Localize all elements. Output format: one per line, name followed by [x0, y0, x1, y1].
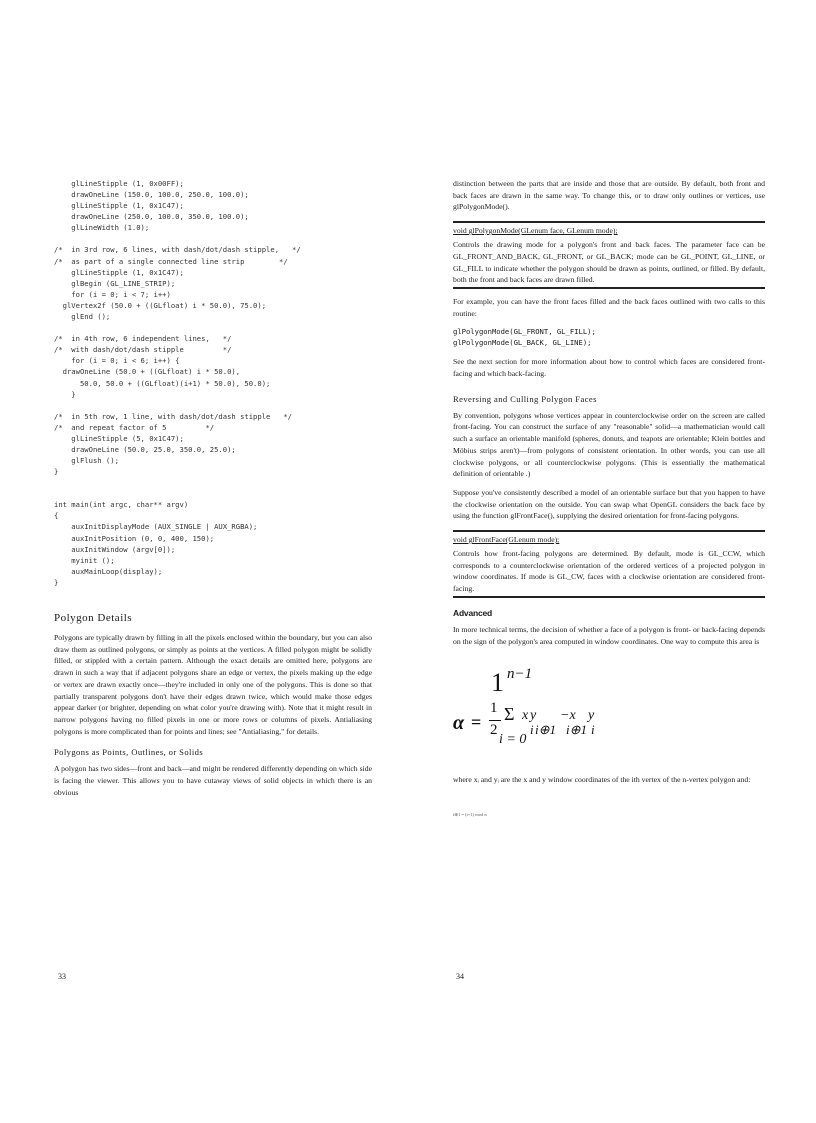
eq-x: x — [522, 708, 529, 724]
eq-y: y — [530, 708, 537, 724]
eq-fraction-bar — [489, 720, 501, 721]
page-number-right: 34 — [456, 972, 464, 981]
paragraph-two-sides: A polygon has two sides—front and back—and might be rendered differently depending on which side is facing the viewer. This allows you to have cutaway views of solid objects in which there is an obvious — [54, 764, 372, 797]
description-glFrontFace: Controls how front-facing polygons are determined. By default, mode is GL_CCW, which corresponds to a counterclockwise orientation of the ordered vertices of a projected polygon in window coordinates. If mode is GL_CW, faces with a clockwise orientation are considered front-facing. — [453, 548, 765, 598]
eq-y2: y — [588, 708, 595, 724]
code-block-main: int main(int argc, char** argv) { auxInitDisplayMode (AUX_SINGLE | AUX_RGBA); auxInitPosition (0, 0, 400, 150); auxInitWindow (argv[0]); myinit (); auxMainLoop(display); } — [54, 500, 258, 587]
eq-upper-one: 1 — [491, 668, 504, 698]
eq-sub-i-2: i — [591, 722, 595, 738]
eq-sigma: Σ — [504, 704, 515, 725]
footnote-mod-definition: i⊕1 = (i+1) mod n — [453, 811, 487, 817]
advanced-label: Advanced — [453, 607, 493, 618]
code-block-polygon-mode: glPolygonMode(GL_FRONT, GL_FILL); glPolygonMode(GL_BACK, GL_LINE); — [453, 327, 596, 348]
description-glPolygonMode: Controls the drawing mode for a polygon's front and back faces. The parameter face can be GL_FRONT_AND_BACK, GL_FRONT, or GL_BACK; mode can be GL_POINT, GL_LINE, or GL_FILL to indicate whether the polygon should be drawn as points, outlined, or filled. By default, both the front and back faces are drawn filled. — [453, 239, 765, 289]
eq-sum-lower-limit: i = 0 — [499, 732, 527, 748]
eq-sum-upper-limit: n−1 — [507, 666, 533, 683]
code-block-fourth-row: /* in 4th row, 6 independent lines, */ /* with dash/dot/dash stipple */ for (i = 0; i < 6; i++) { drawOneLine (50.0 + ((GLfloat) i * 50.0), 50.0, 50.0 + ((GLfloat)(i+1) * 50.0), 50.0); } — [54, 334, 271, 399]
code-block-stipple-rows: glLineStipple (1, 0x00FF); drawOneLine (150.0, 100.0, 250.0, 100.0); glLineStipple (1, 0x1C47); drawOneLine (250.0, 100.0, 350.0, 100.0); glLineWidth (1.0); — [71, 179, 249, 233]
area-equation — [453, 654, 765, 774]
paragraph-front-back-distinction: distinction between the parts that are inside and those that are outside. By default, both front and back faces are drawn in the same way. To change this, or to draw only outlines or vertices, use glPolygonMode(). — [453, 179, 765, 212]
eq-alpha: α — [453, 712, 465, 735]
paragraph-convention: By convention, polygons whose vertices appear in counterclockwise order on the screen are called front-facing. You can construct the surface of any "reasonable" solid—a mathematician would call such a surface an orientable manifold (spheres, donuts, and teapots are orientable; Klein bottles and Möbius strips aren't)—from polygons of consistent orientation. In other words, you can use all clockwise polygons, or all counterclockwise polygons. (This is essentially the mathematical definition of orientable .) — [453, 410, 765, 479]
eq-fraction-one: 1 — [490, 700, 498, 717]
left-column — [54, 178, 372, 805]
subheading-points-outlines-solids: Polygons as Points, Outlines, or Solids — [54, 747, 204, 758]
subheading-reversing-culling: Reversing and Culling Polygon Faces — [453, 393, 597, 404]
eq-equals: = — [471, 712, 482, 733]
paragraph-where: where xᵢ and yᵢ are the x and y window coordinates of the ith vertex of the n-vertex polygon and: — [453, 775, 751, 785]
eq-fraction-two: 2 — [490, 722, 498, 739]
paragraph-swap-back-face: Suppose you've consistently described a model of an orientable surface but that you happen to have the clockwise orientation on the outside. You can swap what OpenGL considers the back face by using the function glFrontFace(), supplying the desired orientation for front-facing polygons. — [453, 487, 765, 521]
paragraph-example: For example, you can have the front faces filled and the back faces outlined with two calls to this routine: — [453, 296, 765, 318]
section-heading-polygon-details: Polygon Details — [54, 612, 133, 624]
paragraph-technical-terms: In more technical terms, the decision of whether a face of a polygon is front- or back-facing depends on the sign of the polygon's area computed in window coordinates. One way to compute this area is — [453, 624, 765, 646]
function-signature-glPolygonMode: void glPolygonMode(GLenum face, GLenum mode); — [453, 221, 765, 235]
function-signature-glFrontFace: void glFrontFace(GLenum mode); — [453, 530, 765, 544]
paragraph-next-section: See the next section for more information about how to control which faces are considered front-facing and which back-facing. — [453, 357, 765, 379]
page-number-left: 33 — [58, 972, 66, 981]
paragraph-polygon-details: Polygons are typically drawn by filling in all the pixels enclosed within the boundary, but you can also draw them as outlined polygons, or simply as points at the vertices. A filled polygon might be solidly filled, or stippled with a certain pattern. Although the exact details are omitted here, polygons are drawn in such a way that if adjacent polygons share an edge or vertex, the pixels making up the edge or vertex are drawn exactly once—they're included in only one of the polygons. This is done so that partially transparent polygons don't have their edges drawn twice, which would make those edges appear darker (or brighter, depending on what color you're drawing with). Note that it might result in narrow polygons having no filled pixels in one or more rows or columns of pixels. Antialiasing polygons is more complicated than for points and lines; see "Antialiasing," for details. — [54, 633, 372, 736]
eq-sub-i-plus-one: i⊕1 — [535, 722, 557, 738]
eq-minus-x: −x — [560, 708, 576, 724]
code-block-third-row: /* in 3rd row, 6 lines, with dash/dot/dash stipple, */ /* as part of a single connected line strip */ glLineStipple (1, 0x1C47); glBegin (GL_LINE_STRIP); for (i = 0; i < 7; i++) glVertex2f (50.0 + ((GLfloat) i * 50.0), 75.0); glEnd (); — [54, 245, 301, 322]
code-block-fifth-row: /* in 5th row, 1 line, with dash/dot/dash stipple */ /* and repeat factor of 5 */ glLineStipple (5, 0x1C47); drawOneLine (50.0, 25.0, 350.0, 25.0); glFlush (); } — [54, 411, 292, 477]
right-column — [453, 178, 765, 818]
eq-sub-i-plus-one-2: i⊕1 — [566, 722, 588, 738]
eq-sub-i: i — [530, 722, 534, 738]
